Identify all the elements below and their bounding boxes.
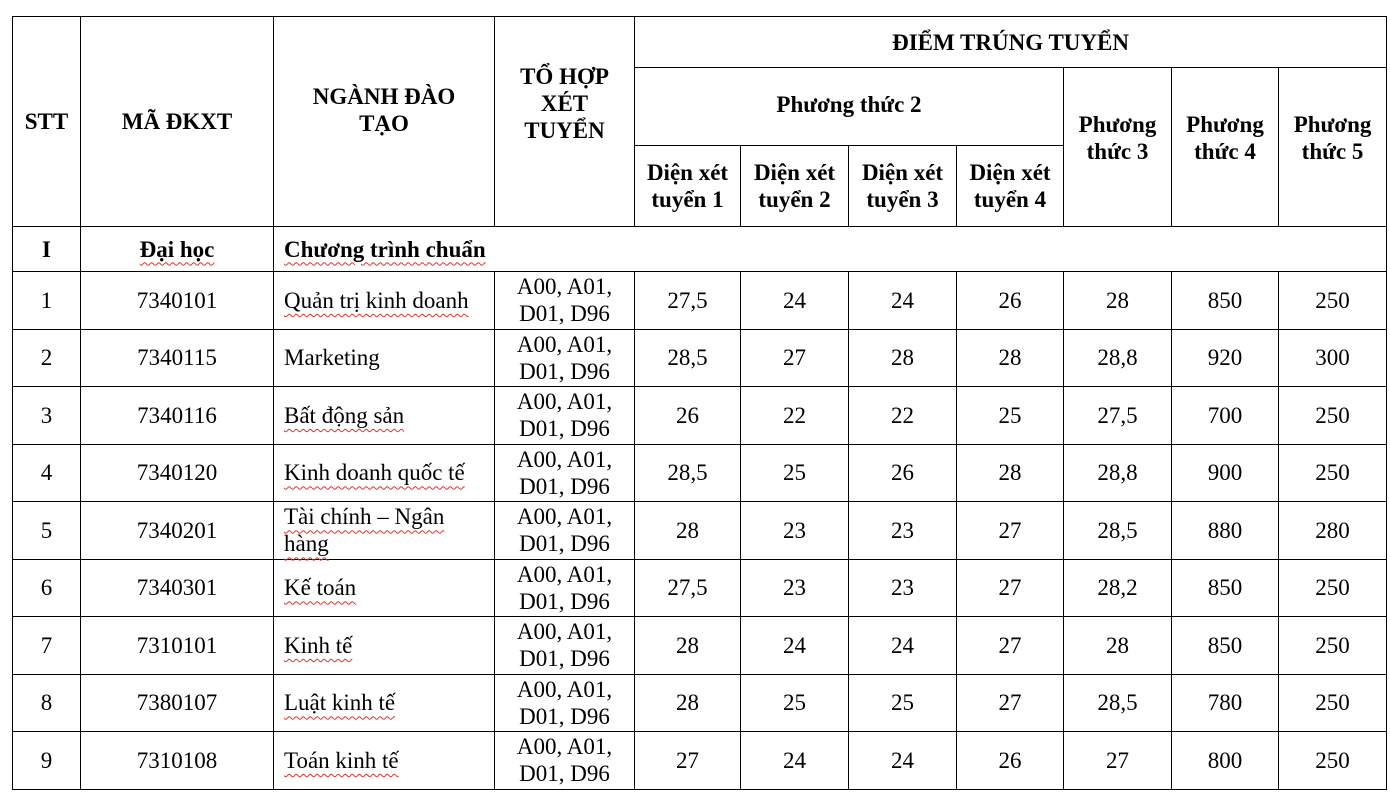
cell-nganh-text: Toán kinh tế [284,747,399,773]
header-phuong-thuc-2 [635,68,1064,146]
cell-nganh [274,617,495,675]
cell-nganh [274,674,495,732]
cell-pt3: 27,5 [1064,387,1172,445]
cell-to-hop [495,559,635,617]
cell-stt: 8 [13,674,81,732]
cell-stt: 9 [13,732,81,790]
cell-to-hop-line2: D01, D96 [519,358,610,384]
header-pt5-text: Phương thức 5 [1293,112,1372,164]
cell-to-hop [495,617,635,675]
cell-to-hop-line1: A00, A01, [516,274,613,300]
table-body [13,227,1387,790]
cell-to-hop-line2: D01, D96 [519,761,610,787]
cell-pt4: 800 [1172,732,1279,790]
cell-pt5: 300 [1279,329,1387,387]
header-pt4-text: Phương thức 4 [1186,112,1264,164]
cell-d3: 24 [849,617,957,675]
cell-d4: 28 [957,444,1064,502]
cell-pt5: 250 [1279,444,1387,502]
cell-pt3: 27 [1064,732,1172,790]
cell-to-hop-line1: A00, A01, [516,389,613,415]
cell-to-hop-line1: A00, A01, [516,676,613,702]
cell-to-hop [495,502,635,560]
cell-stt: 3 [13,387,81,445]
cell-d2: 25 [741,674,849,732]
cell-ma-dkxt: 7340115 [81,329,274,387]
header-stt: STT [13,17,81,227]
cell-pt3: 28,8 [1064,444,1172,502]
cell-pt3: 28 [1064,617,1172,675]
cell-d4: 27 [957,617,1064,675]
cell-d1: 28,5 [635,329,741,387]
cell-pt4: 780 [1172,674,1279,732]
cell-d2: 22 [741,387,849,445]
cell-to-hop-line2: D01, D96 [519,531,610,557]
cell-d2: 24 [741,732,849,790]
cell-pt3: 28,5 [1064,502,1172,560]
cell-d1: 28 [635,674,741,732]
cell-d1: 26 [635,387,741,445]
cell-d3: 24 [849,272,957,330]
cell-nganh-text: Kế toán [284,575,357,601]
cell-to-hop [495,329,635,387]
cell-d4: 27 [957,674,1064,732]
cell-nganh [274,329,495,387]
cell-nganh [274,732,495,790]
cell-ma-dkxt: 7380107 [81,674,274,732]
cell-nganh-text: Marketing [284,345,380,371]
cell-d2: 24 [741,617,849,675]
header-phuong-thuc-5 [1279,68,1387,227]
cell-d2: 23 [741,559,849,617]
cell-ma-dkxt: 7340101 [81,272,274,330]
cell-pt5: 250 [1279,272,1387,330]
cell-ma-dkxt: 7340120 [81,444,274,502]
section-number: I [13,227,81,272]
cell-d4: 26 [957,272,1064,330]
cell-to-hop-line2: D01, D96 [519,473,610,499]
table-row [13,272,1387,330]
cell-to-hop-line2: D01, D96 [519,646,610,672]
cell-pt4: 850 [1172,617,1279,675]
cell-to-hop [495,444,635,502]
cell-to-hop-line1: A00, A01, [516,734,613,760]
table-row [13,387,1387,445]
cell-d3: 22 [849,387,957,445]
cell-pt5: 250 [1279,674,1387,732]
cell-to-hop [495,674,635,732]
section-program [274,227,1387,272]
header-dien-xet-tuyen-4: Diện xét tuyển 4 [957,146,1064,227]
cell-d1: 27,5 [635,559,741,617]
section-program-text: Chương trình chuẩn [284,236,486,262]
cell-pt3: 28 [1064,272,1172,330]
cell-stt: 4 [13,444,81,502]
cell-to-hop [495,732,635,790]
cell-d1: 28 [635,502,741,560]
cell-nganh-text: Tài chính – Ngân hàng [284,504,445,557]
header-nganh-text: NGÀNH ĐÀO TẠO [312,83,456,136]
cell-d4: 28 [957,329,1064,387]
header-tohop-text: TỔ HỢP XÉT TUYỂN [520,64,609,143]
cell-d4: 25 [957,387,1064,445]
cell-pt3: 28,5 [1064,674,1172,732]
table-row [13,444,1387,502]
cell-nganh [274,272,495,330]
cell-to-hop-line1: A00, A01, [516,446,613,472]
header-pt2-text: Phương thức 2 [776,92,922,117]
cell-pt4: 850 [1172,272,1279,330]
cell-d3: 28 [849,329,957,387]
cell-d2: 24 [741,272,849,330]
cell-d3: 25 [849,674,957,732]
cell-pt5: 250 [1279,387,1387,445]
cell-pt5: 250 [1279,559,1387,617]
cell-pt4: 900 [1172,444,1279,502]
table-row [13,559,1387,617]
cell-pt4: 850 [1172,559,1279,617]
table-row [13,502,1387,560]
cell-ma-dkxt: 7340116 [81,387,274,445]
header-dien-xet-tuyen-1: Diện xét tuyển 1 [635,146,741,227]
cell-d2: 23 [741,502,849,560]
cell-to-hop [495,272,635,330]
table-row [13,617,1387,675]
cell-d2: 25 [741,444,849,502]
cell-to-hop-line2: D01, D96 [519,588,610,614]
admission-score-table [12,16,1387,790]
cell-pt5: 250 [1279,732,1387,790]
header-pt3-text: Phương thức 3 [1078,112,1157,164]
cell-d4: 26 [957,732,1064,790]
cell-to-hop-line1: A00, A01, [516,561,613,587]
cell-to-hop-line1: A00, A01, [516,331,613,357]
cell-to-hop-line2: D01, D96 [519,301,610,327]
table-header [13,17,1387,227]
section-row [13,227,1387,272]
cell-d1: 28,5 [635,444,741,502]
header-phuong-thuc-3 [1064,68,1172,227]
cell-stt: 7 [13,617,81,675]
header-ma-dkxt: MÃ ĐKXT [81,17,274,227]
cell-stt: 6 [13,559,81,617]
section-level [81,227,274,272]
cell-ma-dkxt: 7310101 [81,617,274,675]
cell-to-hop-line2: D01, D96 [519,703,610,729]
cell-nganh [274,387,495,445]
table-row [13,329,1387,387]
cell-pt4: 880 [1172,502,1279,560]
cell-d1: 27,5 [635,272,741,330]
cell-nganh [274,559,495,617]
cell-nganh-text: Kinh tế [284,632,353,658]
cell-to-hop-line1: A00, A01, [516,619,613,645]
cell-d3: 23 [849,502,957,560]
cell-d3: 26 [849,444,957,502]
cell-nganh [274,444,495,502]
cell-stt: 5 [13,502,81,560]
header-dien-xet-tuyen-2: Diện xét tuyển 2 [741,146,849,227]
table-row [13,732,1387,790]
cell-pt3: 28,2 [1064,559,1172,617]
cell-d1: 27 [635,732,741,790]
cell-nganh-text: Quản trị kinh doanh [284,287,469,313]
cell-d1: 28 [635,617,741,675]
cell-d3: 24 [849,732,957,790]
cell-ma-dkxt: 7310108 [81,732,274,790]
cell-pt4: 920 [1172,329,1279,387]
section-level-text: Đại học [139,236,215,262]
cell-pt5: 280 [1279,502,1387,560]
cell-nganh-text: Kinh doanh quốc tế [284,460,465,486]
cell-d3: 23 [849,559,957,617]
header-to-hop [495,17,635,227]
cell-nganh-text: Luật kinh tế [284,690,396,716]
cell-d2: 27 [741,329,849,387]
cell-pt4: 700 [1172,387,1279,445]
cell-stt: 2 [13,329,81,387]
cell-pt3: 28,8 [1064,329,1172,387]
cell-d4: 27 [957,559,1064,617]
cell-nganh [274,502,495,560]
cell-to-hop-line2: D01, D96 [519,416,610,442]
header-dien-xet-tuyen-3: Diện xét tuyển 3 [849,146,957,227]
cell-nganh-text: Bất động sản [284,402,405,428]
cell-to-hop-line1: A00, A01, [516,504,613,530]
cell-ma-dkxt: 7340201 [81,502,274,560]
cell-to-hop [495,387,635,445]
header-phuong-thuc-4 [1172,68,1279,227]
cell-ma-dkxt: 7340301 [81,559,274,617]
cell-pt5: 250 [1279,617,1387,675]
cell-d4: 27 [957,502,1064,560]
cell-stt: 1 [13,272,81,330]
header-diem-trung-tuyen: ĐIỂM TRÚNG TUYỂN [635,17,1387,68]
table-row [13,674,1387,732]
header-nganh-dao-tao [274,17,495,227]
